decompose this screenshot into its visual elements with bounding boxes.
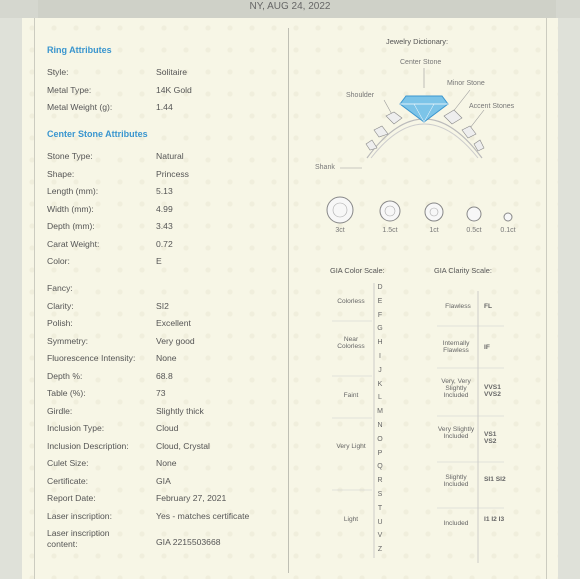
center-stone-title: Center Stone Attributes: [47, 129, 148, 139]
attribute-value: SI2: [156, 300, 169, 311]
carat-label: 0.5ct: [466, 227, 482, 234]
report-date-header: NY, AUG 24, 2022: [249, 1, 331, 12]
color-grade-letter: Q: [377, 463, 383, 471]
attribute-label: Clarity:: [47, 300, 74, 311]
color-grade-letter: N: [377, 422, 383, 429]
attribute-value: 14K Gold: [156, 84, 192, 95]
attribute-label: Table (%):: [47, 388, 86, 398]
clarity-grade: I1 I2 I3: [484, 516, 505, 523]
attribute-label: Girdle:: [47, 405, 73, 416]
attribute-label: Inclusion Type:: [47, 423, 105, 433]
clarity-grade: VVS1 VVS2: [484, 384, 501, 398]
attribute-label: Depth (mm):: [47, 221, 95, 231]
attribute-label: Color:: [47, 256, 70, 266]
attribute-value: Very good: [156, 335, 195, 346]
color-group-label: Light: [343, 516, 359, 523]
attribute-value: None: [156, 353, 177, 363]
attribute-label: Metal Weight (g):: [47, 102, 113, 113]
attribute-value: None: [156, 458, 177, 468]
attribute-value: 68.8: [156, 370, 173, 381]
attribute-label: Metal Type:: [47, 84, 92, 95]
attribute-value: 0.72: [156, 238, 173, 249]
label-minor-stone: Minor Stone: [447, 80, 485, 87]
label-center-stone: Center Stone: [400, 59, 442, 66]
clarity-group-label: Flawless: [445, 303, 471, 310]
color-grade-letter: T: [377, 504, 383, 512]
carat-label: 3ct: [335, 227, 345, 234]
color-grade-letter: M: [377, 408, 383, 416]
color-scale-title: GIA Color Scale:: [330, 266, 385, 275]
attribute-value: 5.13: [156, 186, 173, 196]
carat-label: 1.5ct: [382, 227, 398, 234]
color-grade-letter: R: [377, 477, 383, 485]
attribute-value: Yes - matches certificate: [156, 510, 250, 521]
attribute-label: Polish:: [47, 318, 73, 328]
color-grade-letter: F: [377, 311, 383, 319]
attribute-value: 4.99: [156, 203, 173, 214]
clarity-grade: IF: [484, 344, 490, 351]
attribute-value: 73: [156, 388, 166, 398]
ring-attributes-title: Ring Attributes: [47, 45, 112, 55]
attribute-value: GIA 2215503668: [156, 537, 221, 547]
attribute-label: Stone Type:: [47, 151, 93, 161]
color-group-label: Colorless: [337, 298, 365, 305]
attribute-value: Excellent: [156, 318, 191, 328]
clarity-group-label: Very, Very Slightly Included: [441, 378, 471, 399]
dictionary-title: Jewelry Dictionary:: [386, 37, 449, 46]
carat-label: 0.1ct: [500, 227, 516, 234]
label-shoulder: Shoulder: [346, 92, 375, 99]
attribute-value: Solitaire: [156, 67, 188, 77]
attribute-value: Natural: [156, 151, 184, 161]
attribute-label: Width (mm):: [47, 203, 94, 214]
attribute-value: GIA: [156, 475, 171, 486]
color-group-label: Near Colorless: [337, 336, 365, 350]
attribute-value: February 27, 2021: [156, 493, 227, 503]
attribute-label: Report Date:: [47, 493, 96, 503]
color-grade-letter: Z: [377, 546, 383, 554]
attribute-label: Shape:: [47, 168, 75, 179]
color-grade-letter: K: [377, 380, 383, 388]
attribute-value: E: [156, 256, 162, 266]
color-group-label: Faint: [343, 392, 359, 399]
color-grade-letter: S: [377, 491, 383, 498]
clarity-group-label: Slightly Included: [443, 474, 469, 488]
attribute-label: Length (mm):: [47, 186, 99, 196]
color-grade-letter: D: [377, 284, 383, 291]
clarity-group-label: Internally Flawless: [442, 340, 470, 354]
attribute-label: Style:: [47, 67, 69, 77]
color-grade-letter: O: [377, 435, 383, 443]
color-grade-letter: V: [377, 532, 383, 540]
attribute-value: 3.43: [156, 221, 173, 231]
attribute-value: Slightly thick: [156, 405, 204, 416]
color-grade-letter: L: [378, 394, 382, 402]
color-grade-letter: P: [377, 449, 383, 457]
attribute-value: Princess: [156, 168, 189, 179]
color-grade-letter: I: [379, 353, 381, 360]
clarity-grade: VS1 VS2: [484, 431, 497, 445]
attribute-value: Cloud, Crystal: [156, 440, 210, 451]
attribute-label: Carat Weight:: [47, 238, 100, 249]
color-grade-letter: H: [377, 339, 383, 347]
label-accent-stones: Accent Stones: [469, 103, 515, 110]
clarity-scale-title: GIA Clarity Scale:: [434, 266, 492, 275]
attribute-label: Certificate:: [47, 475, 89, 486]
color-grade-letter: G: [377, 325, 383, 333]
clarity-grade: SI1 SI2: [484, 476, 506, 483]
ring-diagram: [22, 18, 558, 579]
attribute-label: Depth %:: [47, 370, 83, 381]
color-grade-letter: J: [378, 366, 382, 374]
top-strip: [0, 0, 580, 18]
attribute-label: Culet Size:: [47, 458, 89, 468]
label-shank: Shank: [315, 164, 335, 171]
clarity-group-label: Included: [443, 520, 469, 527]
attribute-label: Fluorescence Intensity:: [47, 353, 136, 363]
attribute-value: 1.44: [156, 102, 173, 113]
color-grade-letter: E: [377, 297, 383, 305]
color-grade-letter: U: [377, 518, 383, 526]
attribute-value: Cloud: [156, 423, 179, 433]
certificate-sheet: [22, 18, 558, 579]
clarity-group-label: Very Slightly Included: [437, 426, 475, 440]
carat-label: 1ct: [429, 227, 439, 234]
color-group-label: Very Light: [336, 443, 366, 450]
attribute-label: Laser inscription content:: [47, 528, 110, 549]
attribute-label: Laser inscription:: [47, 510, 112, 521]
attribute-label: Inclusion Description:: [47, 440, 129, 451]
attribute-label: Symmetry:: [47, 335, 89, 346]
clarity-grade: FL: [484, 303, 493, 310]
attribute-label: Fancy:: [47, 283, 73, 293]
